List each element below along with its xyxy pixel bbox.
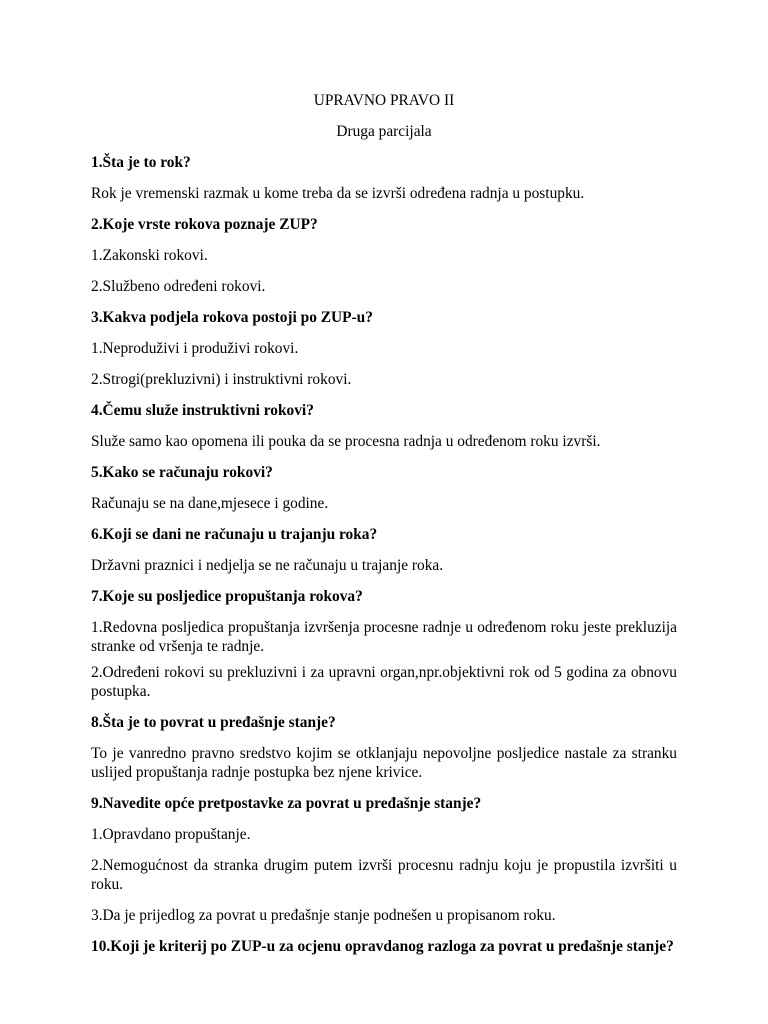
question-4: 4.Čemu služe instruktivni rokovi? <box>91 402 314 419</box>
answer-3-1: 1.Neproduživi i produživi rokovi. <box>91 340 299 357</box>
answer-2-1: 1.Zakonski rokovi. <box>91 247 208 264</box>
answer-5: Računaju se na dane,mjesece i godine. <box>91 495 329 512</box>
answer-1: Rok je vremenski razmak u kome treba da se izvrši određena radnja u postupku. <box>91 185 585 202</box>
question-6: 6.Koji se dani ne računaju u trajanju roka? <box>91 526 378 543</box>
question-2: 2.Koje vrste rokova poznaje ZUP? <box>91 216 318 233</box>
answer-9-1: 1.Opravdano propuštanje. <box>91 826 251 843</box>
answer-8: To je vanredno pravno sredstvo kojim se otklanjaju nepovoljne posljedice nastale za stranku uslijed propuštanja radnje postupka bez njene krivice. <box>91 745 677 781</box>
question-1: 1.Šta je to rok? <box>91 154 191 171</box>
answer-7-2: 2.Određeni rokovi su prekluzivni i za upravni organ,npr.objektivni rok od 5 godina za obnovu postupka. <box>91 664 677 700</box>
question-8: 8.Šta je to povrat u pređašnje stanje? <box>91 714 336 731</box>
answer-9-3: 3.Da je prijedlog za povrat u pređašnje stanje podnešen u propisanom roku. <box>91 907 556 924</box>
answer-3-2: 2.Strogi(prekluzivni) i instruktivni rokovi. <box>91 371 352 388</box>
question-3: 3.Kakva podjela rokova postoji po ZUP-u? <box>91 309 373 326</box>
answer-4: Služe samo kao opomena ili pouka da se procesna radnja u određenom roku izvrši. <box>91 433 601 450</box>
answer-6: Državni praznici i nedjelja se ne računaju u trajanje roka. <box>91 557 444 574</box>
question-7: 7.Koje su posljedice propuštanja rokova? <box>91 588 363 605</box>
document-subtitle: Druga parcijala <box>336 123 432 140</box>
answer-9-2: 2.Nemogućnost da stranka drugim putem izvrši procesnu radnju koju je propustila izvršiti u roku. <box>91 857 677 893</box>
question-10: 10.Koji je kriterij po ZUP-u za ocjenu opravdanog razloga za povrat u pređašnje stanje? <box>91 938 674 955</box>
question-5: 5.Kako se računaju rokovi? <box>91 464 273 481</box>
answer-2-2: 2.Službeno određeni rokovi. <box>91 278 266 295</box>
document-title: UPRAVNO PRAVO II <box>313 92 455 109</box>
answer-7-1: 1.Redovna posljedica propuštanja izvršenja procesne radnje u određenom roku jeste prekluzija stranke od vršenja te radnje. <box>91 619 677 655</box>
question-9: 9.Navedite opće pretpostavke za povrat u pređašnje stanje? <box>91 795 482 812</box>
